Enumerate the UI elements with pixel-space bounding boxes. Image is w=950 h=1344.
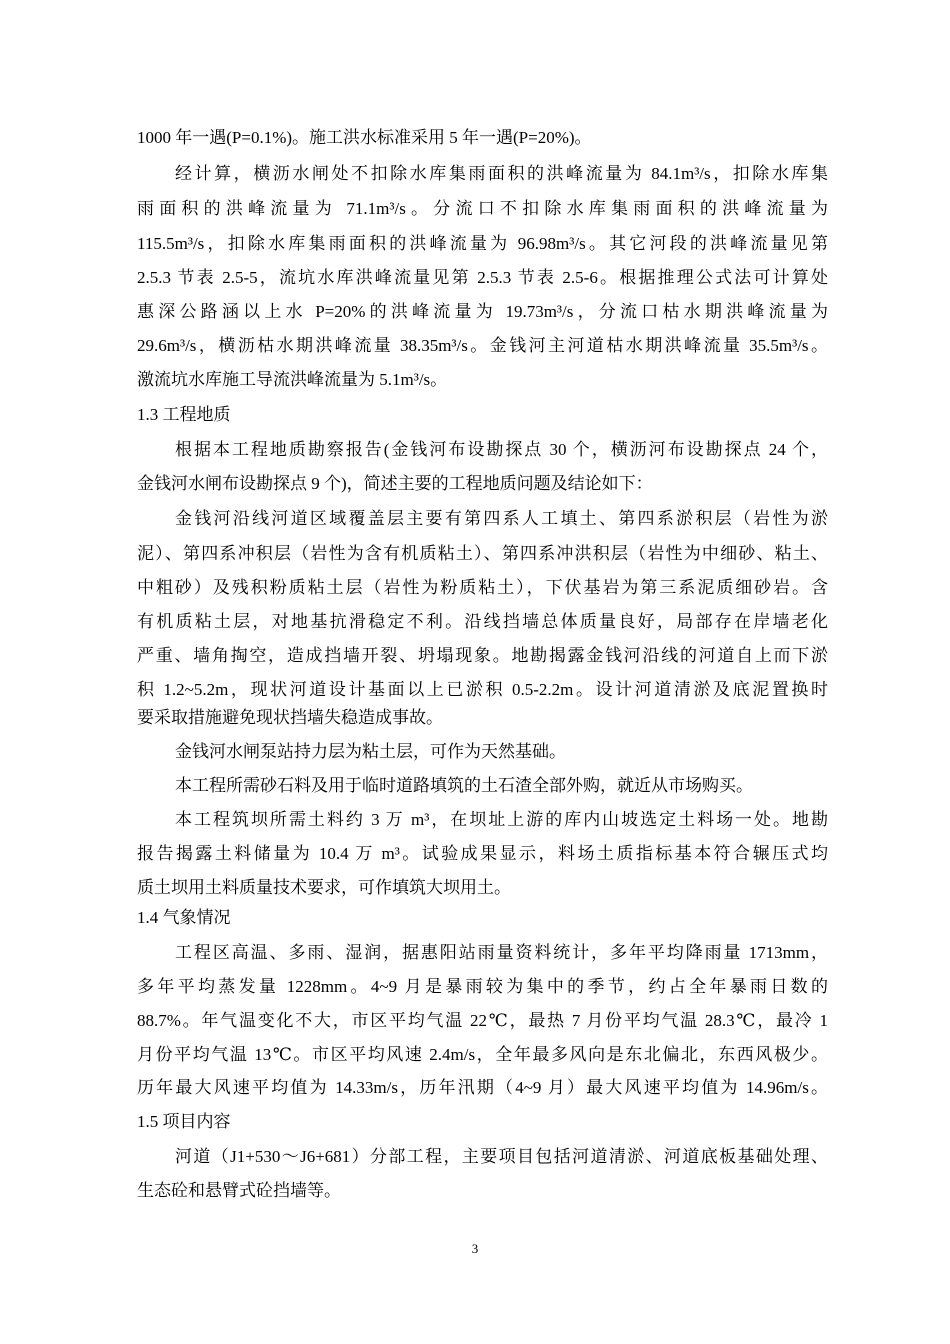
paragraph-line: 积 1.2~5.2m，现状河道设计基面以上已淤积 0.5-2.2m。设计河道清淤及底泥置换时 <box>137 680 828 699</box>
paragraph-line: 金钱河沿线河道区域覆盖层主要有第四系人工填土、第四系淤积层（岩性为淤 <box>175 509 828 528</box>
paragraph-line: 金钱河水闸布设勘探点 9 个)，简述主要的工程地质问题及结论如下： <box>137 474 653 493</box>
paragraph-line: 质土坝用土料质量技术要求，可作填筑大坝用土。 <box>137 878 511 897</box>
paragraph-line: 115.5m³/s，扣除水库集雨面积的洪峰流量为 96.98m³/s。其它河段的洪峰流量见第 <box>137 234 828 253</box>
section-heading: 1.5 项目内容 <box>137 1112 231 1131</box>
paragraph-line: 生态砼和悬臂式砼挡墙等。 <box>137 1181 341 1200</box>
paragraph-line: 有机质粘土层，对地基抗滑稳定不利。沿线挡墙总体质量良好，局部存在岸墙老化 <box>137 612 828 631</box>
paragraph-line: 本工程筑坝所需土料约 3 万 m³，在坝址上游的库内山坡选定土料场一处。地勘 <box>175 810 828 829</box>
paragraph-line: 惠深公路涵以上水 P=20%的洪峰流量为 19.73m³/s，分流口枯水期洪峰流量为 <box>137 302 828 321</box>
paragraph-line: 严重、墙角掏空，造成挡墙开裂、坍塌现象。地勘揭露金钱河沿线的河道自上而下淤 <box>137 646 828 665</box>
section-heading: 1.3 工程地质 <box>137 405 231 424</box>
page-number: 3 <box>471 1241 479 1256</box>
paragraph-line: 河道（J1+530～J6+681）分部工程，主要项目包括河道清淤、河道底板基础处理、 <box>175 1147 828 1166</box>
paragraph-line: 88.7%。年气温变化不大，市区平均气温 22℃，最热 7 月份平均气温 28.3℃，最冷 1 <box>137 1011 828 1030</box>
paragraph-line: 金钱河水闸泵站持力层为粘土层，可作为天然基础。 <box>175 742 566 761</box>
paragraph-line: 中粗砂）及残积粉质粘土层（岩性为粉质粘土），下伏基岩为第三系泥质细砂岩。含 <box>137 578 828 597</box>
section-heading: 1.4 气象情况 <box>137 908 231 927</box>
paragraph-line: 本工程所需砂石料及用于临时道路填筑的土石渣全部外购，就近从市场购买。 <box>175 776 753 795</box>
paragraph-line: 29.6m³/s，横沥枯水期洪峰流量 38.35m³/s。金钱河主河道枯水期洪峰流量 35.5m³/s。 <box>137 336 828 355</box>
paragraph-line: 泥）、第四系冲积层（岩性为含有机质粘土）、第四系冲洪积层（岩性为中细砂、粘土、 <box>137 544 828 563</box>
paragraph-line: 雨面积的洪峰流量为 71.1m³/s。分流口不扣除水库集雨面积的洪峰流量为 <box>137 199 828 218</box>
paragraph-line: 经计算，横沥水闸处不扣除水库集雨面积的洪峰流量为 84.1m³/s，扣除水库集 <box>175 164 828 183</box>
paragraph-line: 报告揭露土料储量为 10.4 万 m³。试验成果显示，料场土质指标基本符合辗压式均 <box>137 844 828 863</box>
paragraph-line: 激流坑水库施工导流洪峰流量为 5.1m³/s。 <box>137 370 448 389</box>
paragraph-line: 历年最大风速平均值为 14.33m/s，历年汛期（4~9 月）最大风速平均值为 14.96m/s。 <box>137 1078 828 1097</box>
paragraph-line: 要采取措施避免现状挡墙失稳造成事故。 <box>137 708 443 727</box>
paragraph-line: 月份平均气温 13℃。市区平均风速 2.4m/s，全年最多风向是东北偏北，东西风极少。 <box>137 1045 828 1064</box>
paragraph-line: 1000 年一遇(P=0.1%)。施工洪水标准采用 5 年一遇(P=20%)。 <box>137 128 592 147</box>
paragraph-line: 2.5.3 节表 2.5-5，流坑水库洪峰流量见第 2.5.3 节表 2.5-6。根据推理公式法可计算处 <box>137 268 828 287</box>
paragraph-line: 工程区高温、多雨、湿润，据惠阳站雨量资料统计，多年平均降雨量 1713mm， <box>175 943 828 962</box>
paragraph-line: 多年平均蒸发量 1228mm。4~9 月是暴雨较为集中的季节，约占全年暴雨日数的 <box>137 977 828 996</box>
paragraph-line: 根据本工程地质勘察报告(金钱河布设勘探点 30 个，横沥河布设勘探点 24 个， <box>175 440 828 459</box>
